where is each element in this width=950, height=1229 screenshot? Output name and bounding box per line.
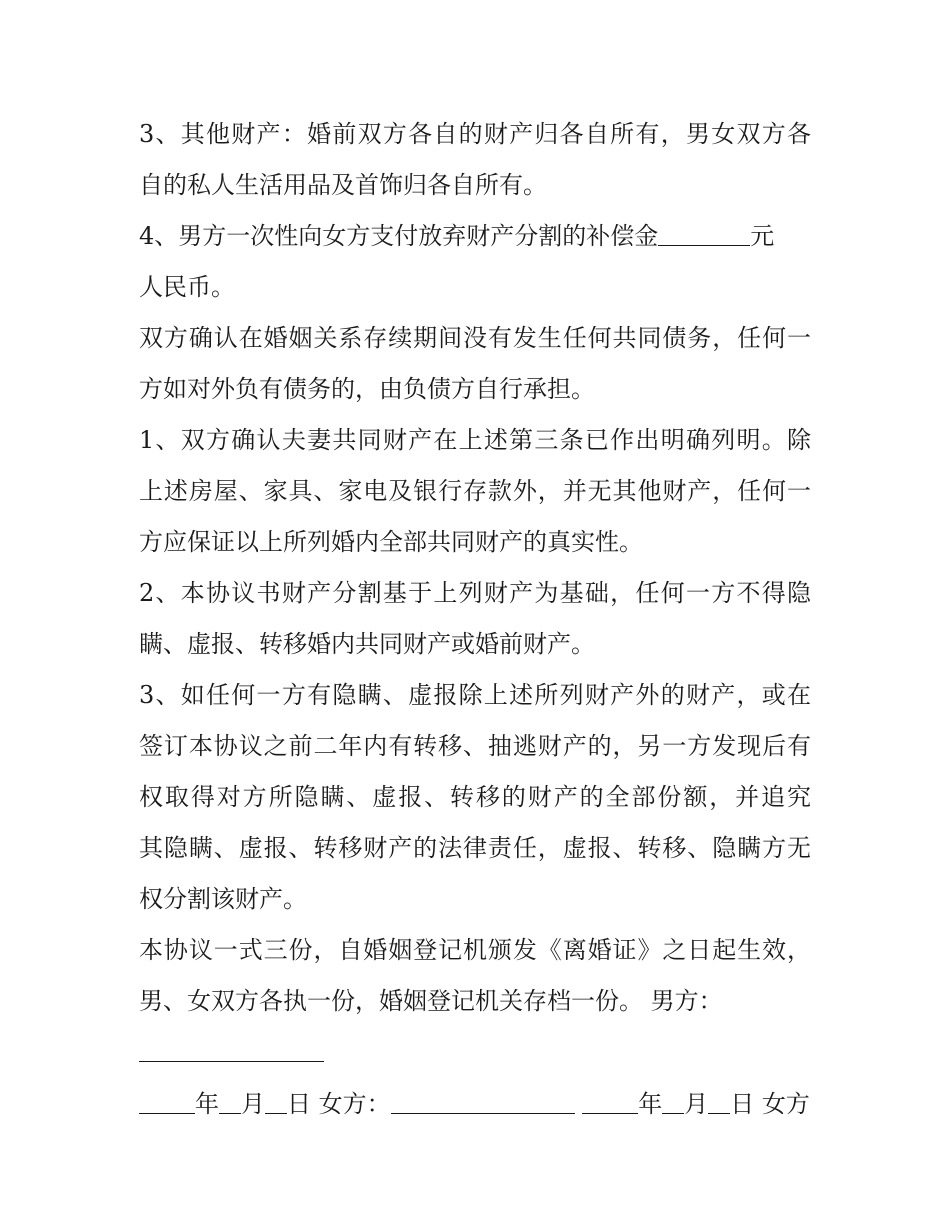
paragraph-clause-1 — [139, 415, 811, 568]
text-line: 双方确认在婚姻关系存续期间没有发生任何共同债务，任何一 — [139, 324, 811, 352]
document-page — [139, 109, 811, 1130]
text-line: 方应保证以上所列婚内全部共同财产的真实性。 — [139, 528, 643, 556]
paragraph-clause-2 — [139, 568, 811, 670]
paragraph-copies — [139, 925, 811, 1027]
text-line: 权取得对方所隐瞒、虚报、转移的财产的全部份额，并追究 — [139, 783, 811, 811]
paragraph-compensation — [139, 211, 811, 313]
text-line: 瞒、虚报、转移婚内共同财产或婚前财产。 — [139, 630, 595, 658]
text-line: 3、如任何一方有隐瞒、虚报除上述所列财产外的财产，或在 — [139, 681, 811, 709]
text-line: 1、双方确认夫妻共同财产在上述第三条已作出明确列明。除 — [139, 426, 811, 454]
text-line — [139, 211, 811, 262]
day-blank — [708, 1089, 730, 1114]
female-signature-blank — [391, 1089, 575, 1114]
text-line: 方如对外负有债务的，由负债方自行承担。 — [139, 375, 595, 403]
year-blank — [139, 1089, 195, 1114]
year-blank — [582, 1089, 638, 1114]
paragraph-clause-3 — [139, 670, 811, 925]
signature-date-row — [139, 1079, 811, 1130]
text-line — [139, 1079, 811, 1130]
text-line: 男、女双方各执一份，婚姻登记机关存档一份。 男方： — [139, 987, 723, 1015]
text-line: 签订本协议之前二年内有转移、抽逃财产的，另一方发现后有 — [139, 732, 811, 760]
day-blank — [265, 1089, 287, 1114]
month-label: 月 — [241, 1090, 265, 1118]
month-label: 月 — [684, 1090, 709, 1118]
female-label: 日 女方： — [287, 1090, 391, 1118]
paragraph-debts — [139, 313, 811, 415]
compensation-amount-blank — [658, 221, 750, 246]
text-line: 上述房屋、家具、家电及银行存款外，并无其他财产，任何一 — [139, 477, 811, 505]
text-line: 其隐瞒、虚报、转移财产的法律责任，虚报、转移、隐瞒方无 — [139, 834, 811, 862]
year-label: 年 — [638, 1090, 663, 1118]
text-line: 3、其他财产：婚前双方各自的财产归各自所有，男女双方各 — [139, 120, 811, 148]
female-label: 日 女方 — [730, 1090, 810, 1118]
paragraph-other-property — [139, 109, 811, 211]
text-line: 权分割该财产。 — [139, 885, 307, 913]
month-blank — [662, 1089, 684, 1114]
month-blank — [219, 1089, 241, 1114]
male-signature-blank — [139, 1037, 324, 1062]
currency-unit: 元 — [750, 222, 775, 250]
year-label: 年 — [195, 1090, 219, 1118]
compensation-text: 4、男方一次性向女方支付放弃财产分割的补偿金 — [139, 222, 659, 250]
text-line: 人民币。 — [139, 273, 235, 301]
text-line: 2、本协议书财产分割基于上列财产为基础，任何一方不得隐 — [139, 579, 811, 607]
text-line: 本协议一式三份，自婚姻登记机颁发《离婚证》之日起生效， — [139, 936, 811, 964]
text-line: 自的私人生活用品及首饰归各自所有。 — [139, 171, 547, 199]
